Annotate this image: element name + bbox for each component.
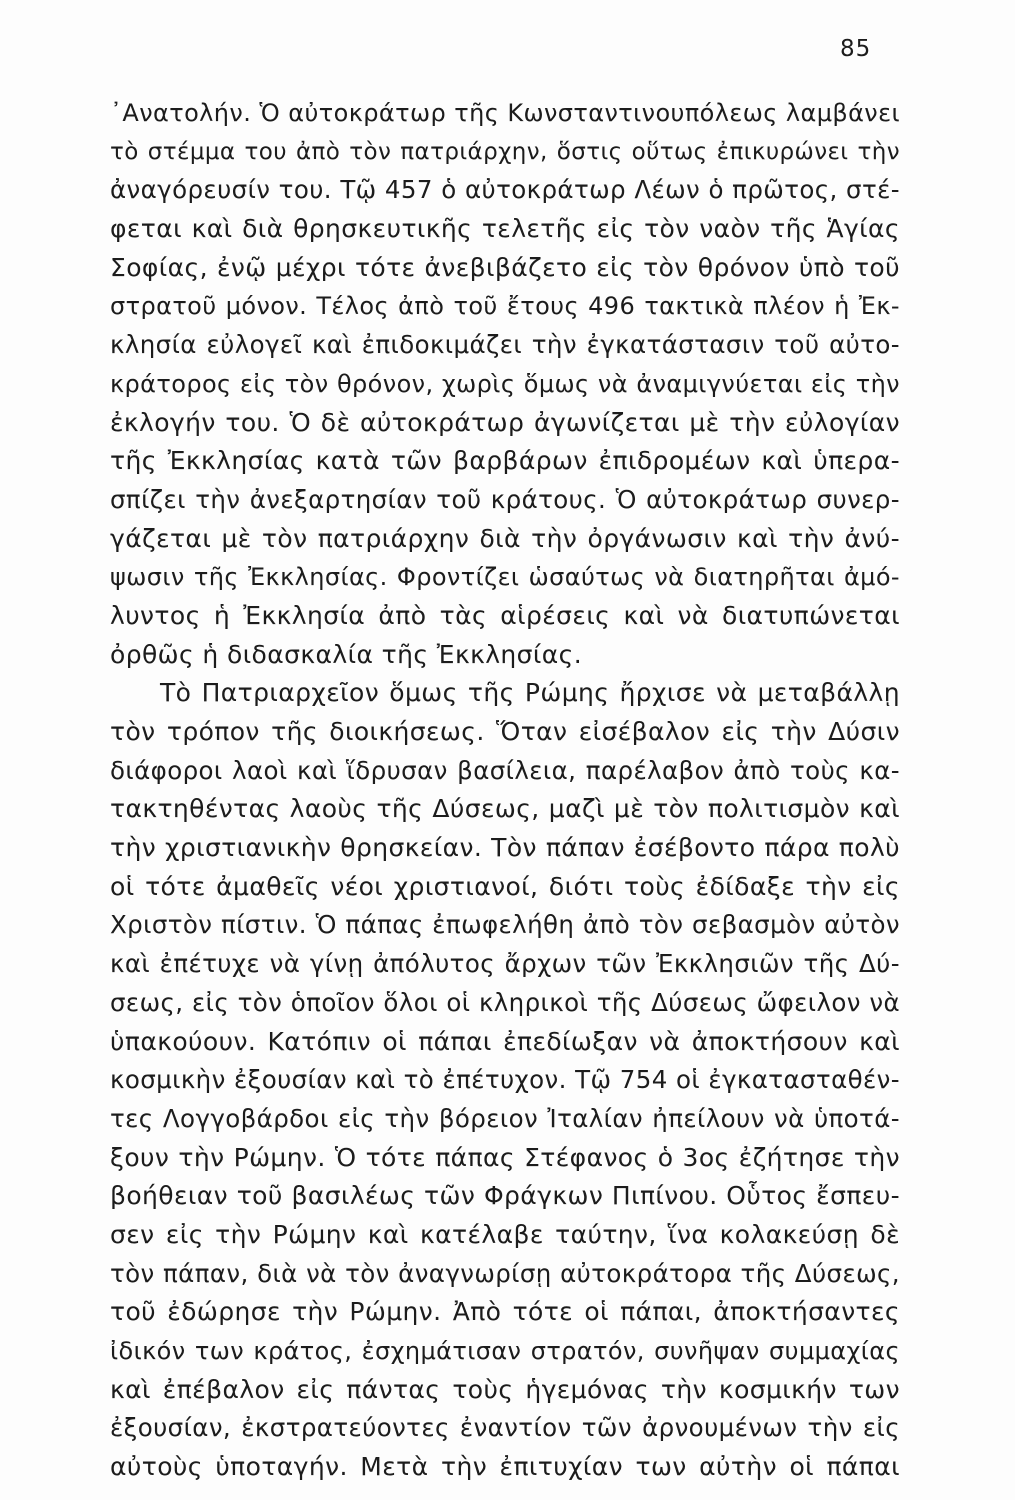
text-line: σεως, εἰς τὸν ὁποῖον ὅλοι οἱ κληρικοὶ τῆς Δύσεως ὤφειλον νὰ [110,987,900,1017]
text-line: λυντος ἡ Ἐκκλησία ἀπὸ τὰς αἱρέσεις καὶ νὰ διατυπώνεται [110,600,900,630]
text-line: στρατοῦ μόνον. Τέλος ἀπὸ τοῦ ἔτους 496 τακτικὰ πλέον ἡ Ἐκ- [110,292,900,321]
text-line: Τὸ Πατριαρχεῖον ὅμως τῆς Ρώμης ἤρχισε νὰ μεταβάλλῃ [160,678,900,708]
text-line: τὴν χριστιανικὴν θρησκείαν. Τὸν πάπαν ἐσέβοντο πάρα πολὺ [110,833,900,863]
text-line: τῆς Ἐκκλησίας κατὰ τῶν βαρβάρων ἐπιδρομέων καὶ ὑπερα- [110,446,900,476]
text-line: καὶ ἐπέβαλον εἰς πάντας τοὺς ἡγεμόνας τὴν κοσμικήν των [110,1374,900,1404]
body-text [110,94,900,1487]
text-line: οἱ τότε ἀμαθεῖς νέοι χριστιανοί, διότι τοὺς ἐδίδαξε τὴν εἰς [110,871,900,901]
text-line: κοσμικὴν ἐξουσίαν καὶ τὸ ἐπέτυχον. Τῷ 754 οἱ ἐγκατασταθέν- [110,1065,900,1095]
text-line: Σοφίας, ἐνῷ μέχρι τότε ἀνεβιβάζετο εἰς τὸν θρόνον ὑπὸ τοῦ [110,252,900,282]
text-line: τὸ στέμμα του ἀπὸ τὸν πατριάρχην, ὅστις οὕτως ἐπικυρώνει τὴν [110,138,900,165]
text-line: ἐξουσίαν, ἐκστρατεύοντες ἐναντίον τῶν ἀρνουμένων τὴν εἰς [110,1413,900,1443]
text-line: τὸν πάπαν, διὰ νὰ τὸν ἀναγνωρίσῃ αὐτοκράτορα τῆς Δύσεως, [110,1258,900,1288]
text-line: ἰδικόν των κράτος, ἐσχημάτισαν στρατόν, συνῆψαν συμμαχίας [110,1337,900,1365]
text-line: βοήθειαν τοῦ βασιλέως τῶν Φράγκων Πιπίνου. Οὗτος ἔσπευ- [110,1181,900,1211]
text-line: τὸν τρόπον τῆς διοικήσεως. Ὅταν εἰσέβαλον εἰς τὴν Δύσιν [110,717,900,746]
text-line: φεται καὶ διὰ θρησκευτικῆς τελετῆς εἰς τὸν ναὸν τῆς Ἁγίας [110,214,900,244]
text-line: ψωσιν τῆς Ἐκκλησίας. Φροντίζει ὡσαύτως νὰ διατηρῆται ἀμό- [110,563,900,592]
text-line: Χριστὸν πίστιν. Ὁ πάπας ἐπωφελήθη ἀπὸ τὸν σεβασμὸν αὐτὸν [110,910,900,940]
text-line: ὀρθῶς ἡ διδασκαλία τῆς Ἐκκλησίας. [110,639,583,669]
text-line: ἐκλογήν του. Ὁ δὲ αὐτοκράτωρ ἀγωνίζεται μὲ τὴν εὐλογίαν [110,407,900,437]
text-line: ἀναγόρευσίν του. Τῷ 457 ὁ αὐτοκράτωρ Λέων ὁ πρῶτος, στέ- [110,175,900,205]
text-line: τοῦ ἐδώρησε τὴν Ρώμην. Ἀπὸ τότε οἱ πάπαι, ἀποκτήσαντες [110,1297,900,1327]
text-line: κλησία εὐλογεῖ καὶ ἐπιδοκιμάζει τὴν ἐγκατάστασιν τοῦ αὐτο- [110,330,900,360]
text-line: ᾿Ανατολήν. Ὁ αὐτοκράτωρ τῆς Κωνσταντινουπόλεως λαμβάνει [110,99,900,127]
page-number: 85 [840,36,872,62]
text-line: σπίζει τὴν ἀνεξαρτησίαν τοῦ κράτους. Ὁ αὐτοκράτωρ συνερ- [110,484,900,514]
text-line: τακτηθέντας λαοὺς τῆς Δύσεως, μαζὶ μὲ τὸν πολιτισμὸν καὶ [110,794,900,824]
text-line: τες Λογγοβάρδοι εἰς τὴν βόρειον Ἰταλίαν ἠπείλουν νὰ ὑποτά- [110,1103,900,1133]
text-line: ξουν τὴν Ρώμην. Ὁ τότε πάπας Στέφανος ὁ 3ος ἐζήτησε τὴν [110,1142,900,1172]
text-line: σεν εἰς τὴν Ρώμην καὶ κατέλαβε ταύτην, ἵνα κολακεύσῃ δὲ [110,1219,900,1249]
text-line: διάφοροι λαοὶ καὶ ἵδρυσαν βασίλεια, παρέλαβον ἀπὸ τοὺς κα- [110,755,900,785]
text-line: ὑπακούουν. Κατόπιν οἱ πάπαι ἐπεδίωξαν νὰ ἀποκτήσουν καὶ [110,1026,900,1056]
text-line: καὶ ἐπέτυχε νὰ γίνῃ ἀπόλυτος ἄρχων τῶν Ἐκκλησιῶν τῆς Δύ- [110,949,900,979]
text-line: αὐτοὺς ὑποταγήν. Μετὰ τὴν ἐπιτυχίαν των αὐτὴν οἱ πάπαι [110,1452,900,1482]
text-line: κράτορος εἰς τὸν θρόνον, χωρὶς ὅμως νὰ ἀναμιγνύεται εἰς τὴν [110,369,900,398]
text-line: γάζεται μὲ τὸν πατριάρχην διὰ τὴν ὀργάνωσιν καὶ τὴν ἀνύ- [110,523,900,553]
